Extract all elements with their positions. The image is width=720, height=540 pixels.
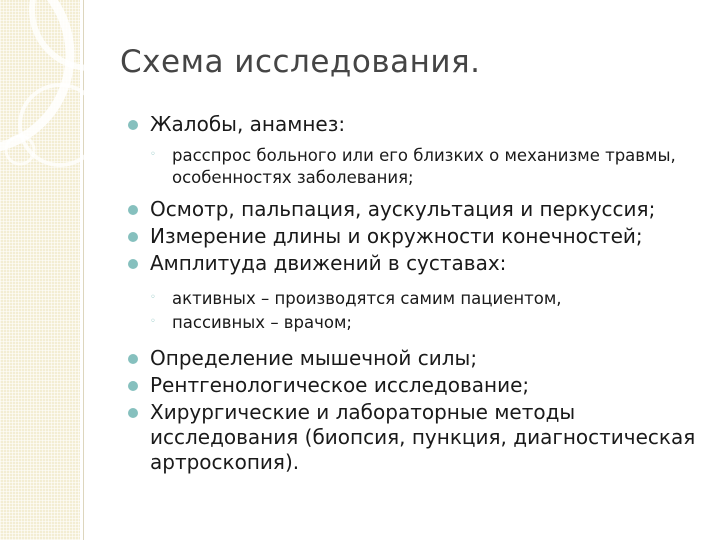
bullet-text: Определение мышечной силы; (150, 346, 478, 370)
bullet-icon (128, 205, 138, 215)
bullet-list (128, 112, 703, 475)
bullet-icon (128, 120, 138, 130)
bullet-text: Измерение длины и окружности конечностей; (150, 224, 643, 248)
sub-bullet-icon: ◦ (150, 149, 156, 160)
sub-list-item (128, 145, 703, 189)
sub-bullet-text: пассивных – врачом; (172, 313, 352, 332)
list-item (128, 251, 703, 276)
bullet-text: Амплитуда движений в суставах: (150, 251, 507, 275)
sub-bullet-text: расспрос больного или его близких о механизме травмы, особенностях заболевания; (172, 146, 676, 187)
slide-title: Схема исследования. (120, 44, 481, 80)
sub-bullet-icon: ◦ (150, 292, 156, 303)
sub-list-item (128, 312, 703, 334)
sub-list-item (128, 288, 703, 310)
list-item (128, 373, 703, 398)
bullet-icon (128, 259, 138, 269)
bullet-text: Жалобы, анамнез: (150, 112, 346, 136)
list-item (128, 224, 703, 249)
bullet-text: Осмотр, пальпация, аускультация и перкуссия; (150, 197, 656, 221)
sub-bullet-text: активных – производятся самим пациентом, (172, 289, 562, 308)
bullet-text: Рентгенологическое исследование; (150, 373, 530, 397)
bullet-icon (128, 381, 138, 391)
bullet-text: Хирургические и лабораторные методы исследования (биопсия, пункция, диагностическая артроскопия). (150, 400, 696, 474)
list-item (128, 346, 703, 371)
bullet-icon (128, 232, 138, 242)
list-item (128, 112, 703, 137)
decorative-circles-icon (0, 0, 90, 540)
list-item (128, 400, 703, 475)
list-item (128, 197, 703, 222)
sub-bullet-icon: ◦ (150, 316, 156, 327)
bullet-icon (128, 408, 138, 418)
bullet-icon (128, 354, 138, 364)
